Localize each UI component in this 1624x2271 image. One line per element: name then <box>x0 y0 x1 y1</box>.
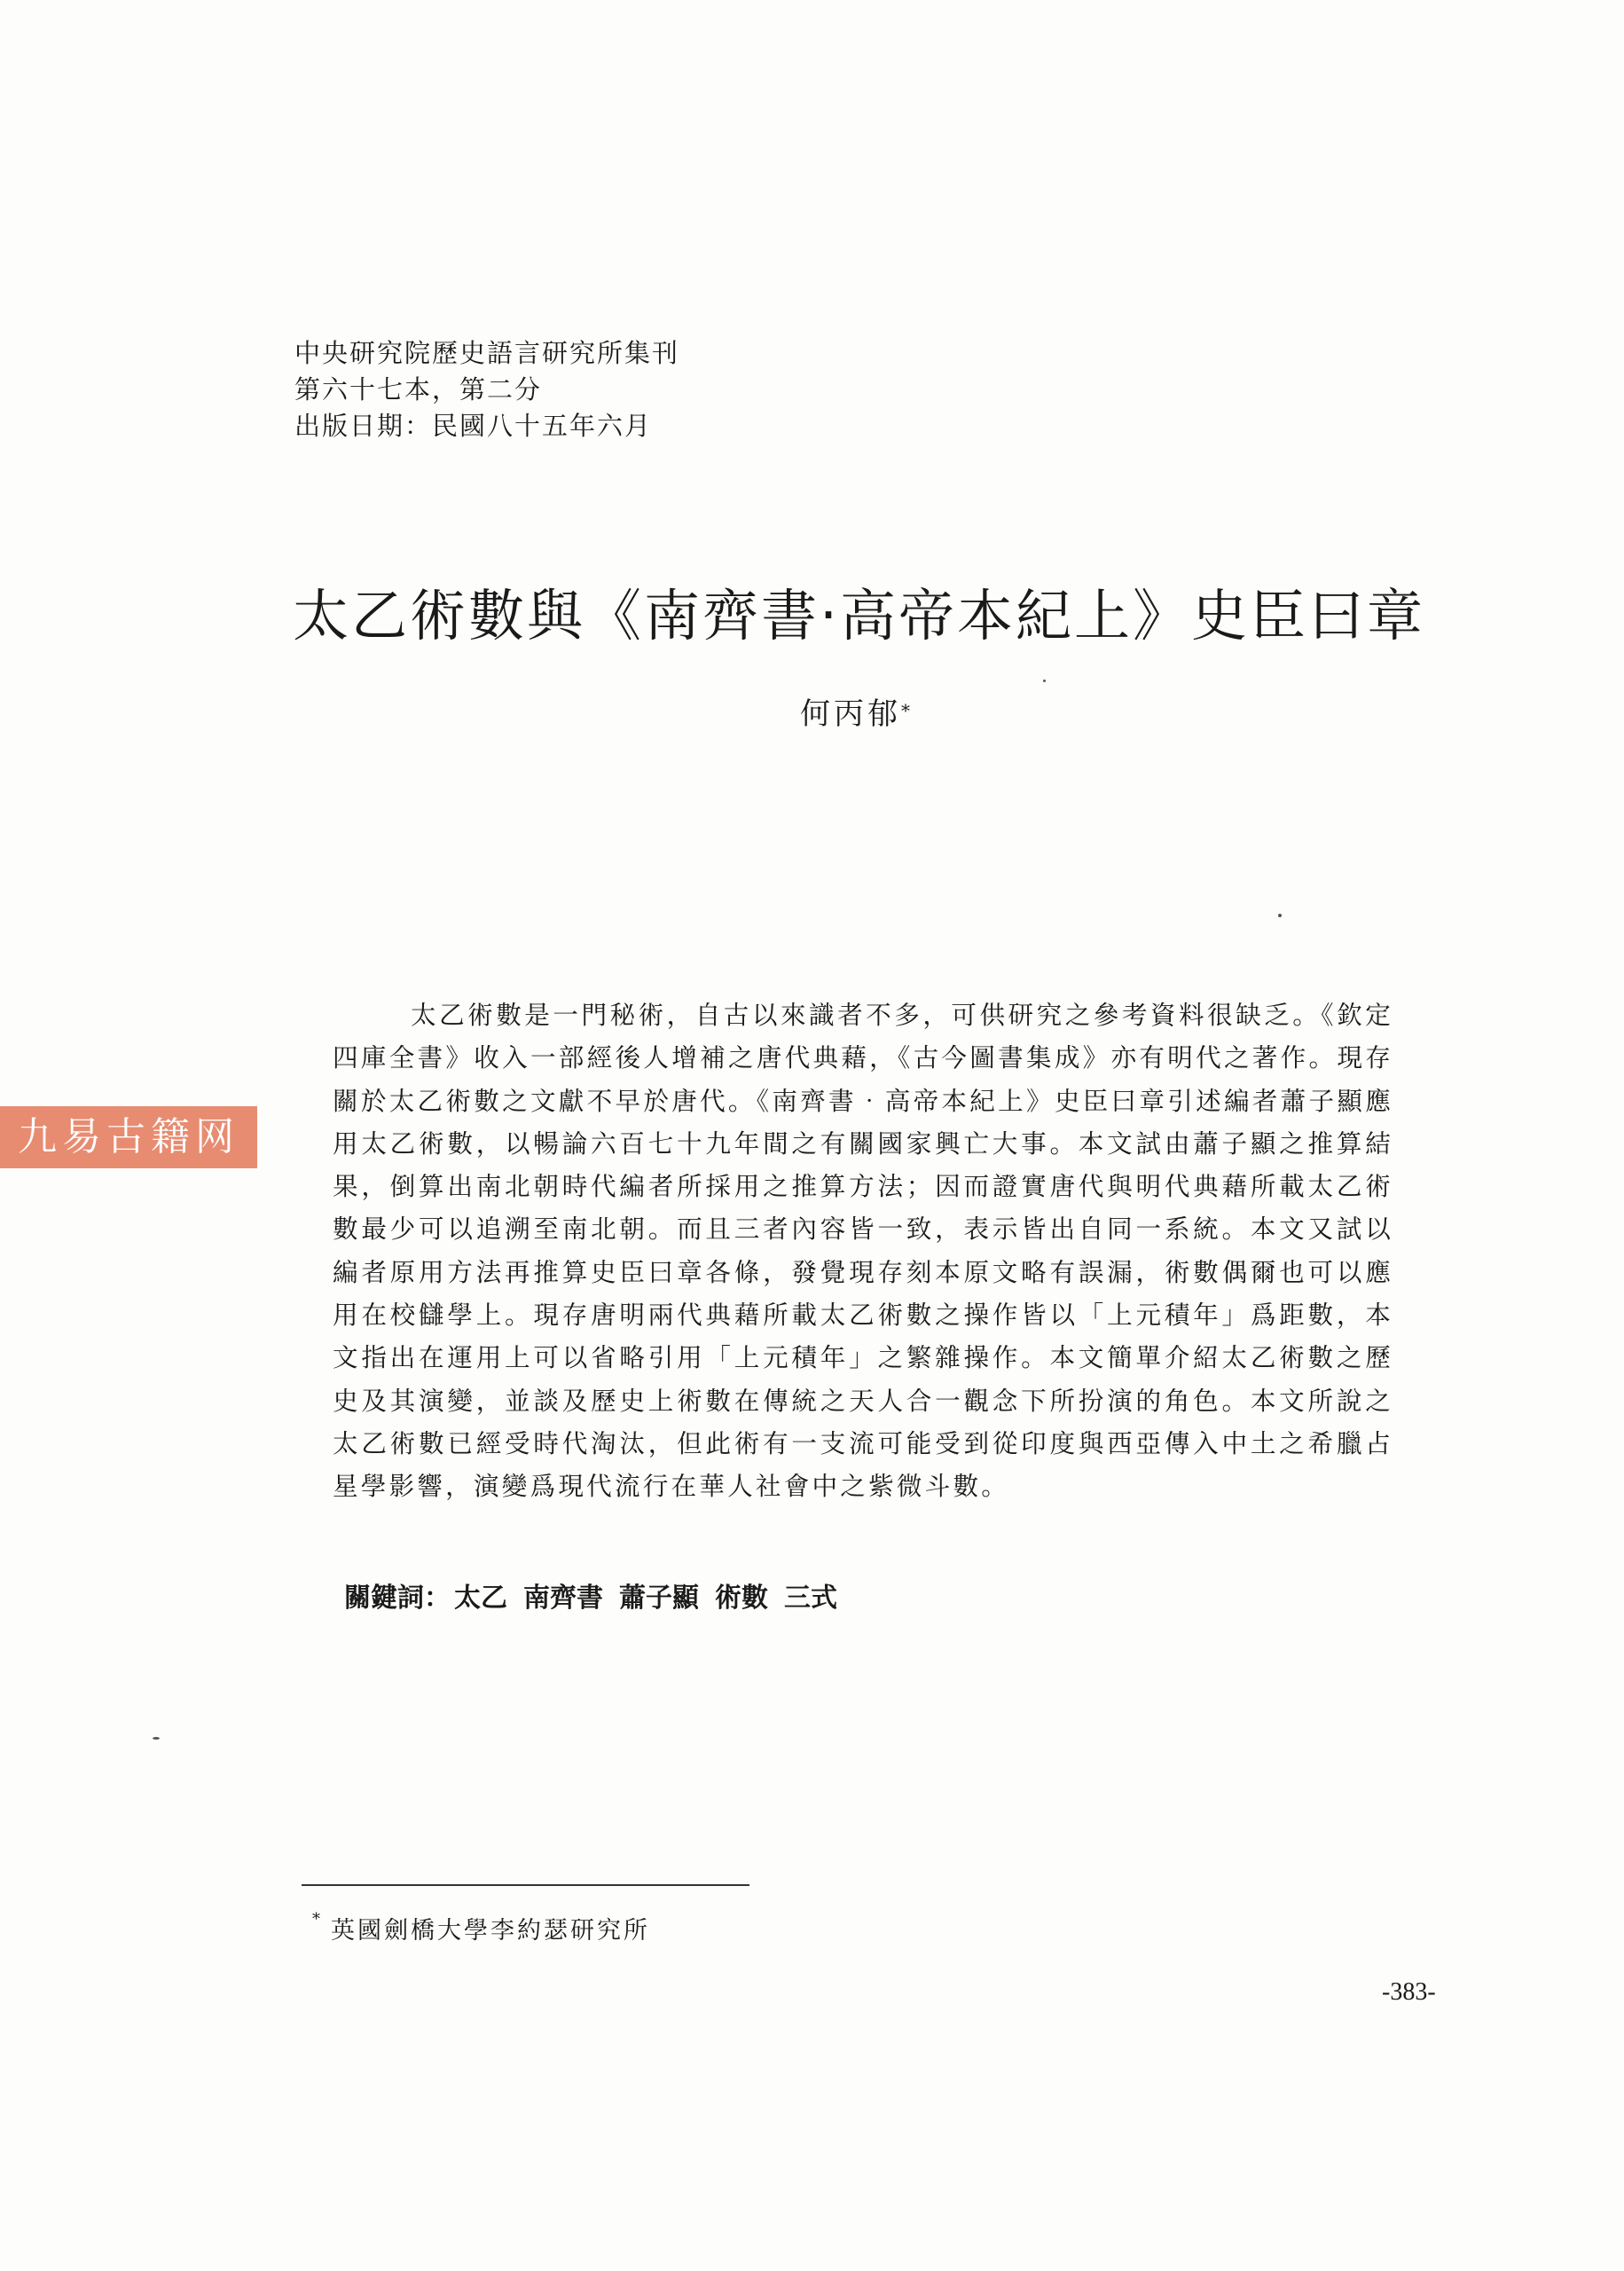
author-footnote-mark: * <box>901 700 910 721</box>
keyword-term: 術數 <box>715 1583 768 1614</box>
keyword-term: 蕭子顯 <box>619 1583 699 1614</box>
keyword-term: 三式 <box>784 1583 837 1614</box>
author-line <box>800 694 910 735</box>
publication-date: 出版日期：民國八十五年六月 <box>294 411 653 441</box>
abstract <box>333 994 1393 1508</box>
article-title: 太乙術數與《南齊書‧高帝本紀上》史臣曰章 <box>293 584 1426 648</box>
site-watermark: 九易古籍网 <box>0 1106 257 1168</box>
footnote-text: 英國劍橋大學李約瑟研究所 <box>331 1917 650 1945</box>
footnote-divider <box>302 1884 749 1886</box>
footnote <box>312 1907 650 1949</box>
author-name: 何丙郁 <box>800 696 901 732</box>
journal-header <box>294 335 791 444</box>
keywords <box>344 1579 853 1618</box>
scan-speck <box>1043 680 1046 682</box>
scan-speck <box>1278 914 1282 917</box>
journal-name: 中央研究院歷史語言研究所集刊 <box>294 338 680 368</box>
keywords-label: 關鍵詞： <box>344 1583 451 1614</box>
keyword-term: 南齊書 <box>523 1583 603 1614</box>
keyword-term: 太乙 <box>454 1583 507 1614</box>
scan-speck <box>153 1737 160 1740</box>
abstract-text: 太乙術數是一門秘術，自古以來識者不多，可供研究之參考資料很缺乏。《欽定四庫全書》收入一部經後人增補之唐代典藉，《古今圖書集成》亦有明代之著作。現存關於太乙術數之文獻不早於唐代。《南齊書‧高帝本紀上》史臣曰章引述編者蕭子顯應用太乙術數，以暢論六百七十九年間之有關國家興亡大事。本文試由蕭子顯之推算結果，倒算出南北朝時代編者所採用之推算方法；因而證實唐代與明代典藉所載太乙術數最少可以追溯至南北朝。而且三者內容皆一致，表示皆出自同一系統。本文又試以編者原用方法再推算史臣曰章各條，發覺現存刻本原文略有誤漏，術數偶爾也可以應用在校讎學上。現存唐明兩代典藉所載太乙術數之操作皆以「上元積年」爲距數，本文指出在運用上可以省略引用「上元積年」之繁雜操作。本文簡單介紹太乙術數之歷史及其演變，並談及歷史上術數在傳統之天人合一觀念下所扮演的角色。本文所說之太乙術數已經受時代淘汰，但此術有一支流可能受到從印度與西亞傳入中土之希臘占星學影響，演變爲現代流行在華人社會中之紫微斗數。 <box>333 1000 1393 1502</box>
footnote-mark: * <box>312 1910 320 1929</box>
journal-volume: 第六十七本，第二分 <box>294 374 543 405</box>
page-number: -383- <box>1382 1978 1436 2006</box>
